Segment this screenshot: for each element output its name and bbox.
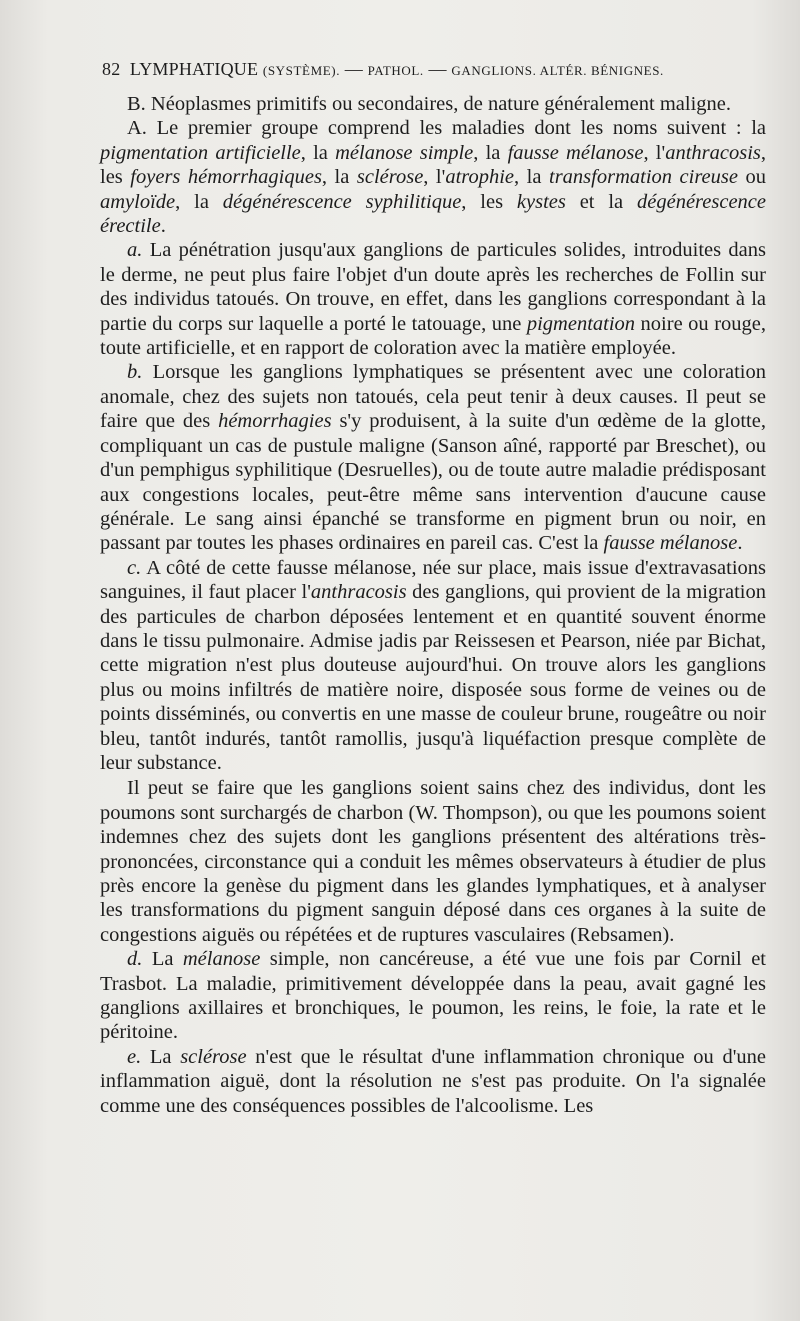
term: pigmentation artificielle <box>100 141 301 164</box>
text-run: La <box>141 1045 181 1068</box>
text-run: simple, non cancéreuse, a été vue une fois par Cornil et Trasbot. La maladie, primitivement développée dans la peau, avait gagné les ganglions axillaires et bronchiques, le poumon, les reins, le foie, la rate et le péritoine. <box>100 948 766 1044</box>
paragraph-a <box>100 238 766 360</box>
page-body <box>100 92 766 1118</box>
text-run: , la <box>473 141 508 164</box>
text-run: , les <box>461 190 517 213</box>
header-section: PATHOL. <box>367 63 424 78</box>
header-title-sub: (SYSTÈME). <box>262 63 341 78</box>
paragraph-c-cont: Il peut se faire que les ganglions soient sains chez des individus, dont les poumons sont surchargés de charbon (W. Thompson), ou que les poumons soient indemnes chez des sujets dont les ganglions présentent des altérations très-prononcées, circonstance qui a conduit les mêmes observateurs à étudier de plus près encore la genèse du pigment dans les glandes lymphatiques, et à analyser les transformations du pigment sanguin déposé dans ces organes à la suite de congestions aiguës ou répétées et de ruptures vasculaires (Rebsamen). <box>100 777 766 946</box>
running-header <box>102 59 742 80</box>
paragraph-c <box>100 556 766 776</box>
text-run: n'est que le résultat d'une inflammation chronique ou d'une inflammation aiguë, dont la résolution ne s'est pas produite. On l'a signalée comme une des conséquences possibles de l'alcoolisme. Les <box>100 1045 767 1117</box>
text-run: La <box>142 948 183 971</box>
text-run: A côté de cette fausse mélanose, née sur place, mais issue d'extravasations sanguines, il faut placer l' <box>100 556 766 604</box>
term: dégénérescence érectile <box>100 190 767 238</box>
term: mélanose simple <box>335 141 474 164</box>
text-run: Lorsque les ganglions lymphatiques se présentent avec une coloration anomale, chez des sujets non tatoués, cela peut tenir à deux causes. Il peut se faire que des <box>100 361 766 433</box>
term: atrophie <box>445 166 515 189</box>
text-run: , l' <box>643 141 666 164</box>
term: sclérose <box>180 1045 247 1068</box>
text-run: . <box>160 215 166 238</box>
item-label: c. <box>127 556 142 579</box>
text-run: ou <box>737 166 766 189</box>
term: sclérose <box>356 166 424 189</box>
term: transformation cireuse <box>549 166 738 189</box>
header-dash: — <box>344 59 363 79</box>
header-subsection: GANGLIONS. ALTÉR. BÉNIGNES. <box>451 63 664 78</box>
term: amyloïde <box>100 190 176 213</box>
text-run: , la <box>175 190 223 213</box>
text-run: et la <box>565 190 638 213</box>
item-label: a. <box>127 239 143 262</box>
page-number: 82 <box>102 59 121 79</box>
text-run: , la <box>321 166 357 189</box>
paragraph-b: B. Néoplasmes primitifs ou secondaires, de nature généralement maligne. <box>127 93 731 115</box>
header-dash: — <box>428 59 447 79</box>
term: pigmentation <box>526 312 636 335</box>
term: fausse mélanose <box>603 532 738 555</box>
text-run: . <box>737 532 743 555</box>
text-run: , la <box>300 141 336 164</box>
text-run: noire ou rouge, toute artificielle, et en rapport de coloration avec la matière employée. <box>100 312 766 360</box>
header-title: LYMPHATIQUE <box>129 59 259 79</box>
term: fausse mélanose <box>507 141 644 164</box>
paragraph-a-intro <box>100 116 766 238</box>
text-run: , l' <box>423 166 446 189</box>
text-run: des ganglions, qui provient de la migration des particules de charbon déposées lentement et en quantité souvent énorme dans le tissu pulmonaire. Admise jadis par Reissesen et Pearson, niée par Bichat, cette migration n'est plus douteuse aujourd'hui. On trouve alors les ganglions plus ou moins infiltrés de matière noire, disposée sous forme de veines ou de points disséminés, ou convertis en une masse de couleur brune, rougeâtre ou noir bleu, tantôt indurés, tantôt ramollis, jusqu'à liquéfaction presque complète de leur substance. <box>100 581 766 774</box>
paragraph-e <box>100 1045 766 1118</box>
term: anthracosis <box>665 141 761 164</box>
term: dégénérescence syphilitique <box>222 190 462 213</box>
term: mélanose <box>182 948 261 971</box>
text-run: , les <box>100 141 766 189</box>
text-run: A. Le premier groupe comprend les maladies dont les noms suivent : la <box>127 117 766 140</box>
text-run: s'y produisent, à la suite d'un œdème de la glotte, compliquant un cas de pustule maligne (Sanson aîné, rapporté par Breschet), ou d'un pemphigus syphilitique (Desruelles), ou de toute autre maladie prédisposant aux congestions locales, peut-être même sans intervention d'aucune cause générale. Le sang ainsi épanché se transforme en pigment brun ou noir, en passant par toutes les phases ordinaires en pareil cas. C'est la <box>100 410 766 555</box>
paragraph-b-item <box>100 360 766 555</box>
term: foyers hémorrhagiques <box>130 166 322 189</box>
text-run: , la <box>514 166 549 189</box>
term: kystes <box>516 190 566 213</box>
term: hémorrhagies <box>218 410 332 433</box>
paragraph-d <box>100 947 766 1045</box>
item-label: d. <box>127 948 143 971</box>
item-label: b. <box>127 361 143 384</box>
item-label: e. <box>127 1045 142 1068</box>
text-run: La pénétration jusqu'aux ganglions de particules solides, introduites dans le derme, ne peut plus faire l'objet d'un doute après les recherches de Follin sur des individus tatoués. On trouve, en effet, dans les ganglions correspondant à la partie du corps sur laquelle a porté le tatouage, une <box>100 239 766 335</box>
term: anthracosis <box>310 581 407 604</box>
